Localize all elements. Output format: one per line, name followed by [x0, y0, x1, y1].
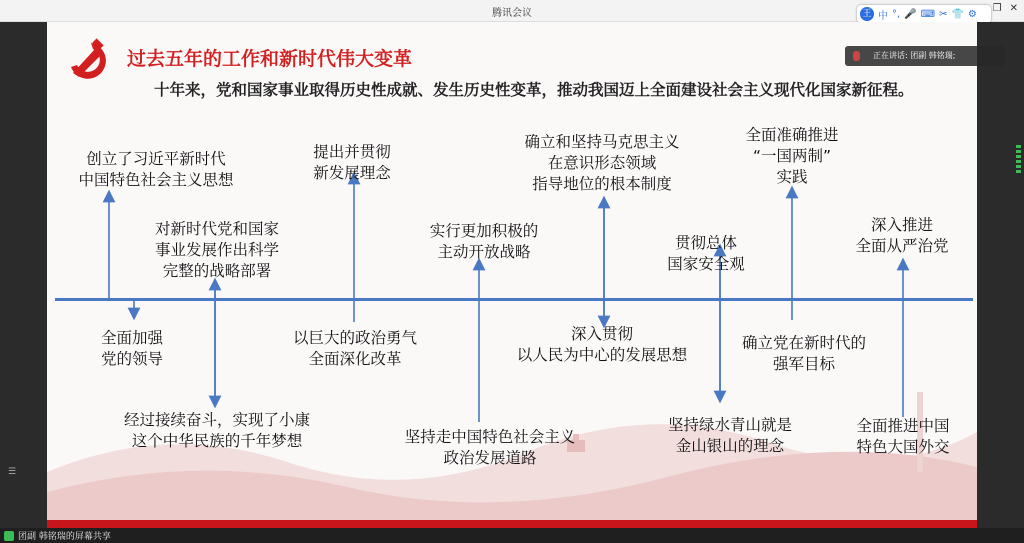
screen-share-text: 团副 韩铭瑞的屏幕共享 — [18, 532, 111, 542]
milestone-label-green: 坚持绿水青山就是 金山银山的理念 — [667, 416, 792, 455]
punctuation-icon[interactable]: °, — [892, 8, 901, 20]
speaking-text: 正在讲话: 团副 韩铭瑞; — [873, 51, 956, 60]
milestone-label-political-path: 坚持走中国特色社会主义 政治发展道路 — [404, 428, 576, 467]
close-icon[interactable]: ✕ — [1009, 3, 1018, 14]
ime-mode-label[interactable]: 中 — [878, 10, 888, 22]
keyboard-icon[interactable]: ⌨ — [920, 8, 936, 20]
restore-icon[interactable]: ❐ — [992, 3, 1002, 14]
slide-title: 过去五年的工作和新时代伟大变革 — [127, 48, 413, 70]
milestone-label-xiaokang: 经过接续奋斗，实现了小康 这个中华民族的千年梦想 — [123, 411, 310, 450]
milestone-label-people-centered: 深入贯彻 以人民为中心的发展思想 — [516, 325, 688, 364]
milestone-label-reform: 以巨大的政治勇气 全面深化改革 — [292, 329, 417, 368]
milestone-label-ideology: 确立和坚持马克思主义 在意识形态领域 指导地位的根本制度 — [524, 133, 680, 193]
left-sidebar — [0, 22, 47, 528]
ime-logo-icon[interactable]: 王 — [860, 7, 874, 21]
volume-meter — [1016, 145, 1021, 185]
skin-icon[interactable]: 👕 — [951, 8, 964, 20]
milestone-label-military: 确立党在新时代的 强军目标 — [741, 334, 866, 373]
scissors-icon[interactable]: ✂ — [939, 8, 948, 20]
mic-icon[interactable]: 🎤 — [904, 8, 917, 20]
milestone-label-opening: 实行更加积极的 主动开放战略 — [429, 222, 539, 261]
speaking-indicator — [845, 46, 1005, 66]
milestone-label-security: 贯彻总体 国家安全观 — [667, 234, 745, 273]
mic-icon — [853, 51, 860, 61]
shared-slide — [47, 22, 977, 528]
right-sidebar — [977, 22, 1024, 528]
milestone-label-diplomacy: 全面推进中国 特色大国外交 — [856, 417, 950, 456]
bottom-bar — [0, 528, 1024, 543]
settings-icon[interactable]: ⚙ — [967, 8, 977, 20]
milestone-label-leadership: 全面加强 党的领导 — [100, 329, 163, 368]
ime-toolbar[interactable] — [857, 5, 991, 23]
milestone-label-party-discipline: 深入推进 全面从严治党 — [855, 216, 949, 255]
milestone-label-thought: 创立了习近平新时代 中国特色社会主义思想 — [78, 150, 234, 189]
milestone-label-one-country: 全面准确推进 “一国两制” 实践 — [745, 126, 839, 186]
screen-share-status — [4, 529, 111, 542]
menu-icon[interactable]: ☰ — [8, 467, 17, 477]
slide-intro: 十年来，党和国家事业取得历史性成就、发生历史性变革，推动我国迈上全面建设社会主义现代化国家新征程。 — [154, 81, 914, 99]
milestone-label-development: 提出并贯彻 新发展理念 — [313, 143, 391, 182]
window-title: 腾讯会议 — [492, 8, 532, 19]
screen-share-icon — [4, 531, 14, 541]
milestone-label-strategy: 对新时代党和国家 事业发展作出科学 完整的战略部署 — [154, 220, 279, 280]
